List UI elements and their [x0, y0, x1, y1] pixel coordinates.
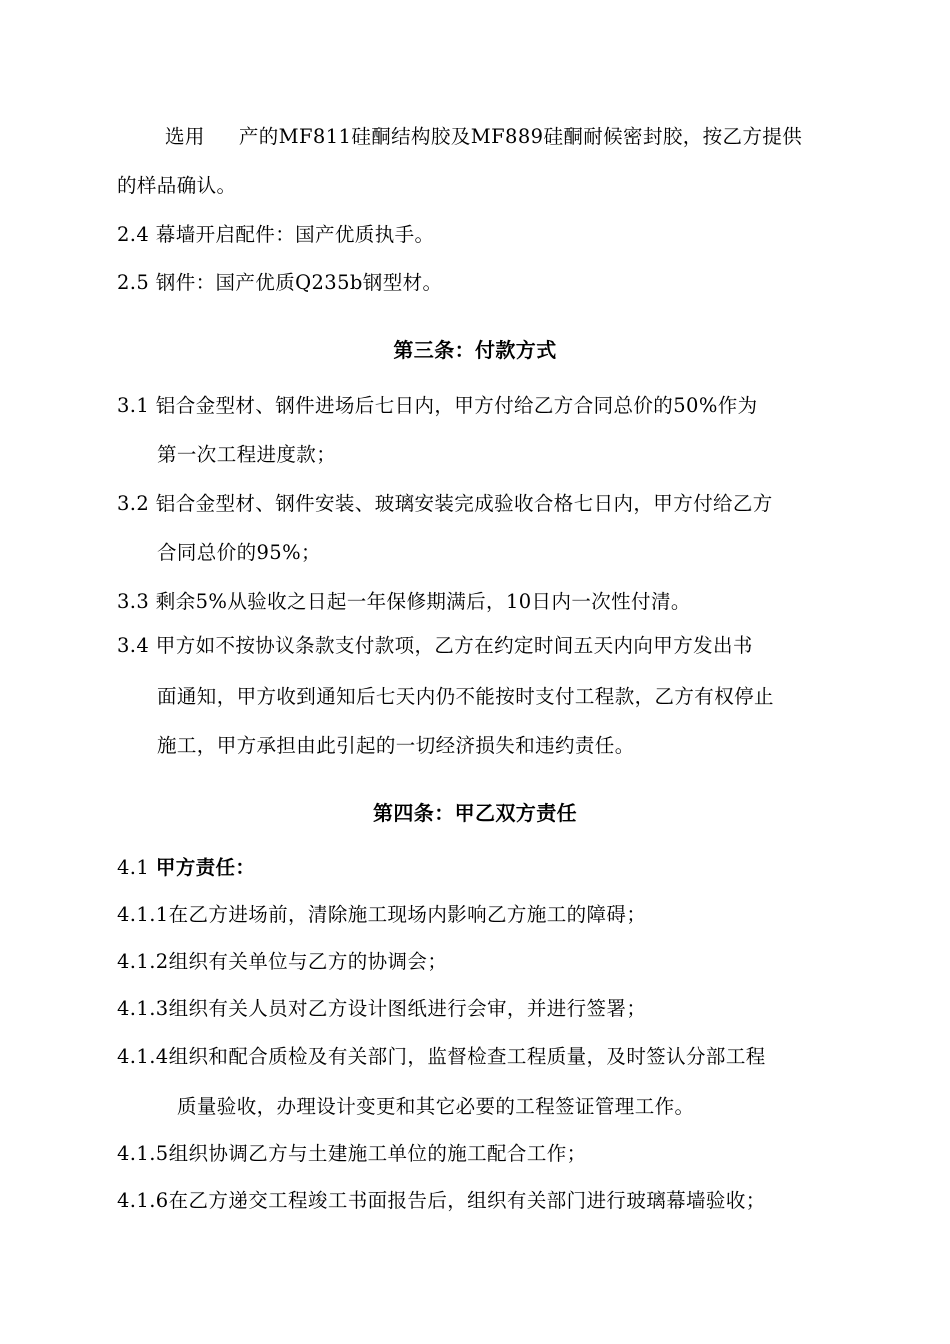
- item-4-1-1: 4.1.1在乙方进场前，清除施工现场内影响乙方施工的障碍；: [117, 903, 647, 926]
- sealant-paragraph-line-1: [165, 123, 802, 151]
- sealant-rest: 产的MF811硅酮结构胶及MF889硅酮耐候密封胶，按乙方提供: [238, 125, 803, 148]
- item-3-4-line-3: 施工，甲方承担由此引起的一切经济损失和违约责任。: [157, 734, 635, 757]
- section-4-title: 第四条：甲乙双方责任: [373, 801, 577, 825]
- item-2-5: 2.5 钢件：国产优质Q235b钢型材。: [117, 271, 443, 294]
- item-4-1-5: 4.1.5组织协调乙方与土建施工单位的施工配合工作；: [117, 1142, 587, 1165]
- item-3-1-line-2: 第一次工程进度款；: [157, 443, 337, 466]
- item-3-4-line-1: 3.4 甲方如不按协议条款支付款项，乙方在约定时间五天内向甲方发出书: [117, 634, 753, 657]
- item-4-1-number: 4.1: [117, 856, 150, 879]
- item-3-3: 3.3 剩余5%从验收之日起一年保修期满后，10日内一次性付清。: [117, 590, 691, 613]
- item-3-4-line-2: 面通知，甲方收到通知后七天内仍不能按时支付工程款，乙方有权停止: [157, 685, 774, 708]
- item-3-2-line-2: 合同总价的95%；: [157, 541, 321, 564]
- item-2-4: 2.4 幕墙开启配件：国产优质执手。: [117, 223, 435, 246]
- item-4-1-label: 甲方责任：: [155, 856, 256, 879]
- section-3-title: 第三条：付款方式: [393, 338, 557, 362]
- item-3-1-line-1: 3.1 铝合金型材、钢件进场后七日内，甲方付给乙方合同总价的50%作为: [117, 394, 758, 417]
- item-4-1-4-line-1: 4.1.4组织和配合质检及有关部门，监督检查工程质量，及时签认分部工程: [117, 1045, 766, 1068]
- item-4-1-4-line-2: 质量验收，办理设计变更和其它必要的工程签证管理工作。: [177, 1095, 695, 1118]
- item-4-1-3: 4.1.3组织有关人员对乙方设计图纸进行会审，并进行签署；: [117, 997, 647, 1020]
- item-3-2-line-1: 3.2 铝合金型材、钢件安装、玻璃安装完成验收合格七日内，甲方付给乙方: [117, 492, 773, 515]
- item-4-1-2: 4.1.2组织有关单位与乙方的协调会；: [117, 950, 448, 973]
- sealant-prefix: 选用: [165, 125, 205, 148]
- item-4-1: [117, 854, 255, 882]
- item-4-1-6: 4.1.6在乙方递交工程竣工书面报告后，组织有关部门进行玻璃幕墙验收；: [117, 1189, 766, 1212]
- sealant-paragraph-line-2: 的样品确认。: [117, 174, 237, 197]
